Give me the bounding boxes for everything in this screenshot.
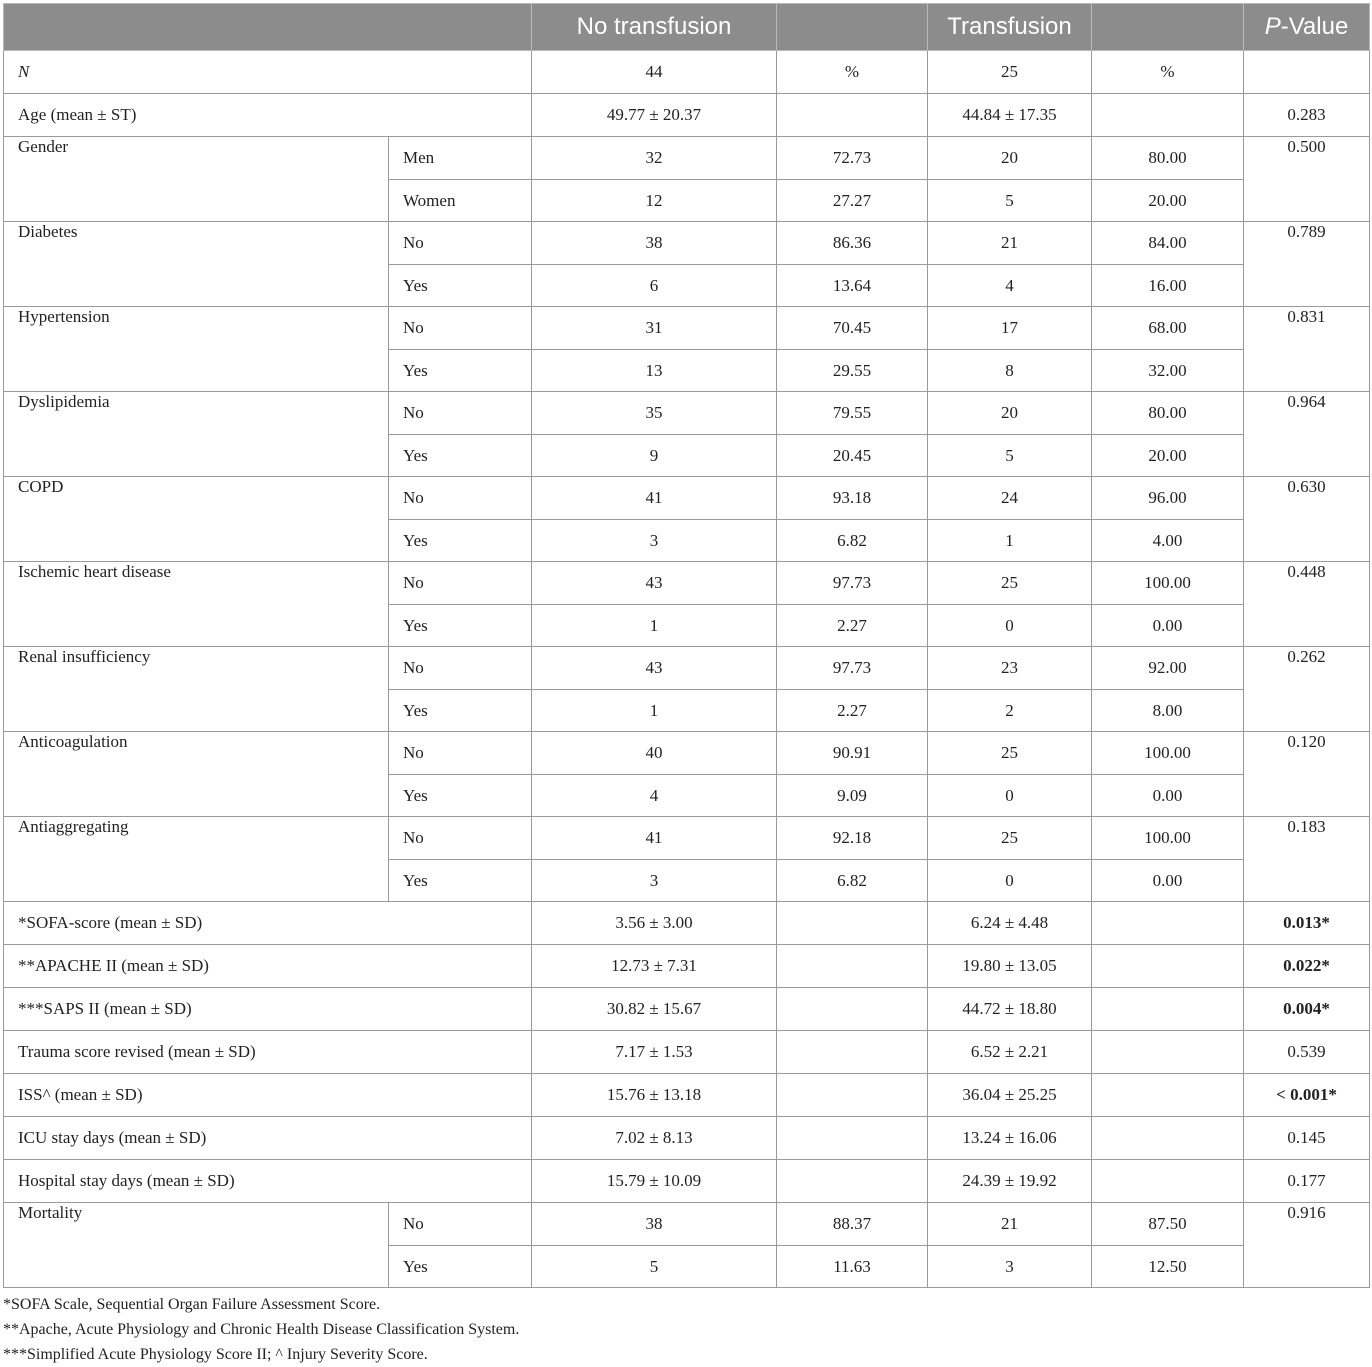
- sub-label: Yes: [389, 775, 532, 817]
- p-value: 0.262: [1244, 647, 1370, 732]
- cell: 25: [928, 732, 1092, 775]
- header-transfusion: Transfusion: [928, 4, 1092, 51]
- cell: 36.04 ± 25.25: [928, 1074, 1092, 1117]
- cell: 3: [532, 520, 777, 562]
- table-row: [4, 732, 1370, 775]
- cell: 100.00: [1092, 562, 1244, 605]
- cell: 93.18: [777, 477, 928, 520]
- cell: 92.00: [1092, 647, 1244, 690]
- cell: 5: [532, 1246, 777, 1288]
- p-value: 0.177: [1244, 1160, 1370, 1203]
- cell: [777, 1117, 928, 1160]
- sub-label: No: [389, 307, 532, 350]
- table-row: [4, 562, 1370, 605]
- cell: [1092, 1074, 1244, 1117]
- cell: 3: [928, 1246, 1092, 1288]
- cell: [777, 94, 928, 137]
- table-row: [4, 1160, 1370, 1203]
- row-label: Dyslipidemia: [4, 392, 389, 477]
- p-value: 0.120: [1244, 732, 1370, 817]
- cell: 5: [928, 180, 1092, 222]
- cell: 44: [532, 51, 777, 94]
- table-row: [4, 902, 1370, 945]
- cell: 6: [532, 265, 777, 307]
- cell: 4.00: [1092, 520, 1244, 562]
- table-row: [4, 1203, 1370, 1246]
- table-row: [4, 817, 1370, 860]
- cell: 20.45: [777, 435, 928, 477]
- cell: 30.82 ± 15.67: [532, 988, 777, 1031]
- cell: 2: [928, 690, 1092, 732]
- cell: 44.72 ± 18.80: [928, 988, 1092, 1031]
- cell: 4: [532, 775, 777, 817]
- cell: 72.73: [777, 137, 928, 180]
- cell: [1092, 1160, 1244, 1203]
- header-empty-pct: [1092, 4, 1244, 51]
- sub-label: No: [389, 562, 532, 605]
- sub-label: Yes: [389, 860, 532, 902]
- cell: %: [777, 51, 928, 94]
- cell: [777, 1031, 928, 1074]
- cell: [777, 1074, 928, 1117]
- p-value: 0.630: [1244, 477, 1370, 562]
- table-row: [4, 51, 1370, 94]
- sub-label: Yes: [389, 520, 532, 562]
- cell: 24: [928, 477, 1092, 520]
- p-value: 0.183: [1244, 817, 1370, 902]
- p-rest: -Value: [1280, 13, 1349, 40]
- sub-label: Yes: [389, 1246, 532, 1288]
- cell: 15.76 ± 13.18: [532, 1074, 777, 1117]
- cell: [777, 945, 928, 988]
- sub-label: Yes: [389, 690, 532, 732]
- row-label: Antiaggregating: [4, 817, 389, 902]
- sub-label: No: [389, 732, 532, 775]
- cell: 20: [928, 392, 1092, 435]
- cell: 84.00: [1092, 222, 1244, 265]
- cell: 40: [532, 732, 777, 775]
- table-row: [4, 392, 1370, 435]
- cell: 32: [532, 137, 777, 180]
- row-label: *SOFA-score (mean ± SD): [4, 902, 532, 945]
- sub-label: Yes: [389, 605, 532, 647]
- cell: 6.52 ± 2.21: [928, 1031, 1092, 1074]
- footnote: ***Simplified Acute Physiology Score II; ^ Injury Severity Score.: [3, 1346, 428, 1363]
- p-value: < 0.001*: [1244, 1074, 1370, 1117]
- n-label: N: [18, 62, 30, 81]
- cell: 100.00: [1092, 732, 1244, 775]
- footnote: **Apache, Acute Physiology and Chronic Health Disease Classification System.: [3, 1321, 520, 1338]
- header-p-value: [1244, 4, 1370, 51]
- cell: [1092, 1031, 1244, 1074]
- table-row: [4, 477, 1370, 520]
- footnote: *SOFA Scale, Sequential Organ Failure Assessment Score.: [3, 1296, 381, 1313]
- header-empty: [4, 4, 532, 51]
- cell: 12: [532, 180, 777, 222]
- cell: 68.00: [1092, 307, 1244, 350]
- sub-label: No: [389, 647, 532, 690]
- row-label: ISS^ (mean ± SD): [4, 1074, 532, 1117]
- sub-label: Yes: [389, 350, 532, 392]
- cell: 3.56 ± 3.00: [532, 902, 777, 945]
- p-value: 0.004*: [1244, 988, 1370, 1031]
- header-row: [4, 4, 1370, 51]
- table-row: [4, 94, 1370, 137]
- cell: 38: [532, 222, 777, 265]
- row-label: Diabetes: [4, 222, 389, 307]
- row-label: Renal insufficiency: [4, 647, 389, 732]
- p-value: 0.500: [1244, 137, 1370, 222]
- table-row: [4, 988, 1370, 1031]
- cell: 21: [928, 222, 1092, 265]
- cell: 3: [532, 860, 777, 902]
- cell: 13: [532, 350, 777, 392]
- cell: 0.00: [1092, 605, 1244, 647]
- cell: 80.00: [1092, 392, 1244, 435]
- sub-label: Yes: [389, 265, 532, 307]
- row-label: Gender: [4, 137, 389, 222]
- p-value: 0.916: [1244, 1203, 1370, 1288]
- sub-label: No: [389, 1203, 532, 1246]
- p-value: 0.831: [1244, 307, 1370, 392]
- cell: 41: [532, 477, 777, 520]
- cell: 5: [928, 435, 1092, 477]
- table-row: [4, 647, 1370, 690]
- row-label: Anticoagulation: [4, 732, 389, 817]
- cell: 43: [532, 562, 777, 605]
- cell: [1092, 945, 1244, 988]
- header-empty-pct: [777, 4, 928, 51]
- cell: 31: [532, 307, 777, 350]
- cell: 92.18: [777, 817, 928, 860]
- cell: 0: [928, 775, 1092, 817]
- cell: 21: [928, 1203, 1092, 1246]
- cell: 8.00: [1092, 690, 1244, 732]
- p-value: 0.145: [1244, 1117, 1370, 1160]
- cell: 13.64: [777, 265, 928, 307]
- cell: 27.27: [777, 180, 928, 222]
- table-row: [4, 307, 1370, 350]
- cell: 25: [928, 817, 1092, 860]
- cell: 38: [532, 1203, 777, 1246]
- cell: 90.91: [777, 732, 928, 775]
- cell: [1244, 51, 1370, 94]
- sub-label: No: [389, 477, 532, 520]
- cell: 7.17 ± 1.53: [532, 1031, 777, 1074]
- cell: 13.24 ± 16.06: [928, 1117, 1092, 1160]
- cell: 32.00: [1092, 350, 1244, 392]
- sub-label: Men: [389, 137, 532, 180]
- row-label: Trauma score revised (mean ± SD): [4, 1031, 532, 1074]
- cell: 0.00: [1092, 860, 1244, 902]
- sub-label: Women: [389, 180, 532, 222]
- cell: 9.09: [777, 775, 928, 817]
- cell: 20.00: [1092, 180, 1244, 222]
- cell: 88.37: [777, 1203, 928, 1246]
- cell: 20: [928, 137, 1092, 180]
- header-no-transfusion: No transfusion: [532, 4, 777, 51]
- p-value: 0.964: [1244, 392, 1370, 477]
- row-label: Hospital stay days (mean ± SD): [4, 1160, 532, 1203]
- row-label: Ischemic heart disease: [4, 562, 389, 647]
- cell: 97.73: [777, 562, 928, 605]
- cell: 9: [532, 435, 777, 477]
- table-row: [4, 137, 1370, 180]
- cell: 6.82: [777, 860, 928, 902]
- cell: 79.55: [777, 392, 928, 435]
- cell: 24.39 ± 19.92: [928, 1160, 1092, 1203]
- cell: 43: [532, 647, 777, 690]
- cell: [777, 1160, 928, 1203]
- p-value: 0.448: [1244, 562, 1370, 647]
- cell: 2.27: [777, 690, 928, 732]
- cell: 6.24 ± 4.48: [928, 902, 1092, 945]
- table-row: [4, 1117, 1370, 1160]
- cell: 0: [928, 605, 1092, 647]
- p-value: 0.013*: [1244, 902, 1370, 945]
- cell: 29.55: [777, 350, 928, 392]
- row-label: Mortality: [4, 1203, 389, 1288]
- cell: 20.00: [1092, 435, 1244, 477]
- footnotes: [3, 1292, 519, 1367]
- sub-label: No: [389, 222, 532, 265]
- cell: 4: [928, 265, 1092, 307]
- cell: [777, 902, 928, 945]
- cell: 0.00: [1092, 775, 1244, 817]
- cell: [1092, 1117, 1244, 1160]
- cell: 16.00: [1092, 265, 1244, 307]
- p-value: 0.539: [1244, 1031, 1370, 1074]
- cell: 25: [928, 51, 1092, 94]
- cell: 2.27: [777, 605, 928, 647]
- row-label: COPD: [4, 477, 389, 562]
- cell: 86.36: [777, 222, 928, 265]
- cell: 1: [928, 520, 1092, 562]
- row-label: Age (mean ± ST): [4, 94, 532, 137]
- p-value: 0.022*: [1244, 945, 1370, 988]
- cell: 80.00: [1092, 137, 1244, 180]
- p-value: 0.283: [1244, 94, 1370, 137]
- cell: 44.84 ± 17.35: [928, 94, 1092, 137]
- cell: 1: [532, 605, 777, 647]
- cell: %: [1092, 51, 1244, 94]
- cell: [777, 988, 928, 1031]
- cell: 12.50: [1092, 1246, 1244, 1288]
- cell: 70.45: [777, 307, 928, 350]
- cell: 19.80 ± 13.05: [928, 945, 1092, 988]
- table-row: [4, 1074, 1370, 1117]
- row-label: ***SAPS II (mean ± SD): [4, 988, 532, 1031]
- cell: 23: [928, 647, 1092, 690]
- table-row: [4, 1031, 1370, 1074]
- table-row: [4, 222, 1370, 265]
- sub-label: No: [389, 817, 532, 860]
- cell: 25: [928, 562, 1092, 605]
- data-table: [3, 3, 1370, 1288]
- cell: 87.50: [1092, 1203, 1244, 1246]
- cell: 15.79 ± 10.09: [532, 1160, 777, 1203]
- p-value: 0.789: [1244, 222, 1370, 307]
- cell: 41: [532, 817, 777, 860]
- cell: 12.73 ± 7.31: [532, 945, 777, 988]
- cell: 100.00: [1092, 817, 1244, 860]
- cell: 11.63: [777, 1246, 928, 1288]
- row-label: Hypertension: [4, 307, 389, 392]
- cell: 1: [532, 690, 777, 732]
- table-row: [4, 945, 1370, 988]
- cell: 6.82: [777, 520, 928, 562]
- cell: 8: [928, 350, 1092, 392]
- row-label: ICU stay days (mean ± SD): [4, 1117, 532, 1160]
- sub-label: Yes: [389, 435, 532, 477]
- cell: [1092, 988, 1244, 1031]
- cell: 49.77 ± 20.37: [532, 94, 777, 137]
- sub-label: No: [389, 392, 532, 435]
- p-italic: P: [1264, 13, 1281, 40]
- cell: 35: [532, 392, 777, 435]
- cell: [1092, 94, 1244, 137]
- cell: 17: [928, 307, 1092, 350]
- cell: 7.02 ± 8.13: [532, 1117, 777, 1160]
- row-label: **APACHE II (mean ± SD): [4, 945, 532, 988]
- cell: 0: [928, 860, 1092, 902]
- cell: [1092, 902, 1244, 945]
- cell: 97.73: [777, 647, 928, 690]
- cell: 96.00: [1092, 477, 1244, 520]
- row-label: [4, 51, 532, 94]
